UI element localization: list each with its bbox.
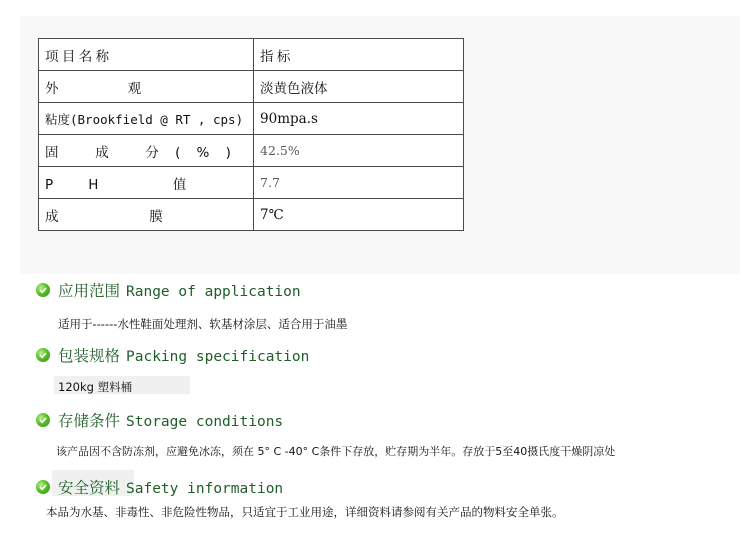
- table-cell-key: [39, 167, 254, 199]
- section-title-cn: 存储条件: [58, 412, 121, 430]
- section-title-cn: 包装规格: [58, 347, 121, 365]
- table-cell-value: 90mpa.s: [254, 103, 464, 135]
- table-cell-key: [39, 199, 254, 231]
- section-packing-specification: [36, 343, 309, 367]
- table-row: [39, 167, 464, 199]
- table-cell-key: 粘度(Brookfield @ RT , cps): [39, 103, 254, 135]
- section-title: [58, 409, 283, 431]
- check-bullet-icon: [36, 283, 50, 297]
- table-row: [39, 199, 464, 231]
- key-text: 外 观: [45, 80, 174, 97]
- section-title-en: Storage conditions: [126, 414, 284, 430]
- section-storage-conditions: [36, 408, 283, 432]
- table-cell-key: [39, 71, 254, 103]
- table-cell-key: [39, 135, 254, 167]
- section-title: [58, 476, 283, 498]
- section-body: 本品为水基、非毒性、非危险性物品，只适宜于工业用途，详细资料请参阅有关产品的物料安全单张。: [46, 505, 564, 519]
- section-title-cn: 应用范围: [58, 282, 121, 300]
- section-title-cn: 安全资料: [58, 479, 121, 497]
- section-title-en: Packing specification: [126, 349, 310, 365]
- section-safety-information: [36, 475, 283, 499]
- table-row: [39, 71, 464, 103]
- table-row: [39, 103, 464, 135]
- spec-table: [38, 38, 464, 231]
- section-body: 该产品因不含防冻剂，应避免冰冻，须在 5° C -40° C条件下存放，贮存期为半年。存放于5至40摄氏度干燥阴凉处: [56, 445, 616, 458]
- section-title-en: Range of application: [126, 284, 301, 300]
- table-cell-value: 淡黄色液体: [254, 71, 464, 103]
- section-title: [58, 344, 309, 366]
- table-cell-key: 项目名称: [39, 39, 254, 71]
- section-body: 适用于------水性鞋面处理剂、软基材涂层、适合用于油墨: [58, 317, 348, 331]
- key-text: 成 膜: [45, 208, 206, 225]
- table-cell-value: 42.5%: [254, 135, 464, 167]
- check-bullet-icon: [36, 348, 50, 362]
- table-cell-value: 7℃: [254, 199, 464, 231]
- section-range-of-application: [36, 278, 301, 302]
- key-text: PH 值: [45, 176, 222, 193]
- section-body: 120kg 塑料桶: [58, 380, 133, 394]
- table-row: [39, 135, 464, 167]
- table-row: [39, 39, 464, 71]
- section-title-en: Safety information: [126, 481, 284, 497]
- check-bullet-icon: [36, 480, 50, 494]
- key-text: 固 成 分(%): [45, 144, 248, 161]
- table-cell-value: 指标: [254, 39, 464, 71]
- check-bullet-icon: [36, 413, 50, 427]
- table-cell-value: 7.7: [254, 167, 464, 199]
- section-title: [58, 279, 301, 301]
